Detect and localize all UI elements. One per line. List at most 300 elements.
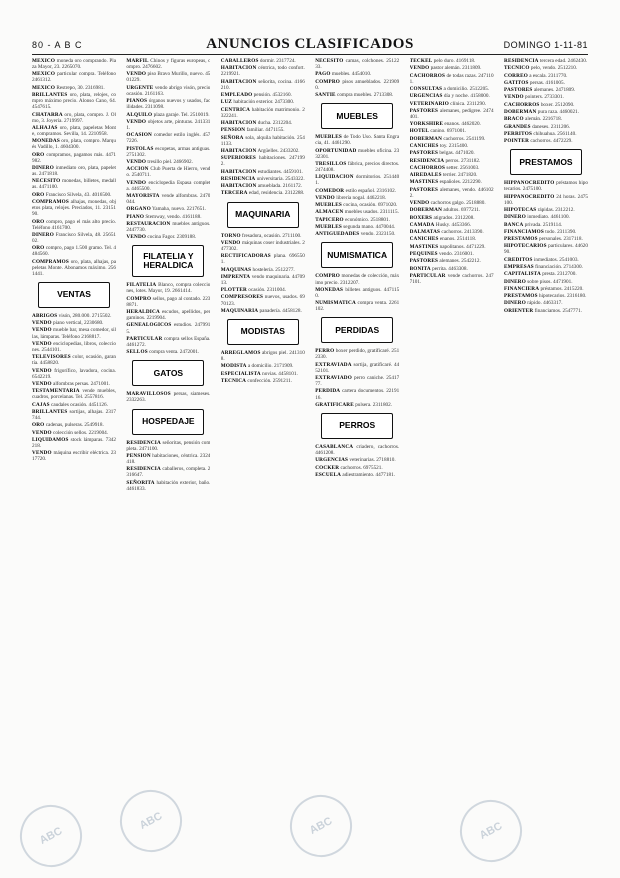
ad-text: perrita. 4463308. [432,265,468,272]
ad-keyword: MARAVILLOSOS [126,391,171,398]
ad-text: cachorros galgo. 2518880. [430,200,486,207]
classified-ad [410,108,494,120]
ad-keyword: MUEBLES [315,134,342,141]
ad-text: napolitanos. 4471229. [439,243,486,250]
classified-ad [504,279,588,285]
ad-keyword: RESTAURACION [126,220,171,227]
ad-keyword: VENDO [220,239,241,246]
ad-text: alemán. 2216718. [525,116,563,123]
classified-ad [32,320,116,326]
ad-keyword: HABITACION [220,65,257,72]
ad-text: órganos nuevos y usados, facilidades. 2311098. [126,98,211,111]
ad-text: privada. 2519114. [524,221,563,228]
ad-text: día y noche. 4158000. [443,93,490,100]
ad-keyword: VENDO [126,118,147,125]
classified-ad [315,134,399,146]
ad-text: perros. 2731182. [445,157,481,164]
ad-text: setter. 2561003. [446,164,480,171]
classified-ad [315,161,399,173]
classified-ad [504,116,588,122]
ad-keyword: COMPRO [126,295,152,302]
ad-keyword: PIANO [126,213,145,220]
ad-keyword: DALMATAS [409,229,441,236]
ad-text: vende cachorros. 2477101. [409,272,494,285]
ad-text: moneda oro comprando. Plaza Mayor, 23. 2265070. [32,58,116,71]
ad-keyword: TELEVISORES [32,354,71,361]
classified-ad [315,388,399,400]
classified-ad [32,450,116,462]
classified-ad [315,444,399,456]
classified-ad [126,180,210,192]
ad-keyword: SEÑORITA [126,479,155,486]
ad-keyword: TRESILLOS [315,160,347,167]
ad-text: criadero, cachorros. 4461208. [315,443,400,457]
ad-text: inmediatos. 2541003. [533,256,579,263]
ad-text: alemanes. 2471809. [533,87,576,94]
ad-text: personales. 2317118. [539,236,583,243]
ad-keyword: PAGO [315,71,331,78]
ad-text: boxer perdido, gratificaré. 2512330. [315,348,400,361]
classified-ad [126,234,210,240]
ad-keyword: BOXERS [409,214,433,221]
ad-text: adiestramiento. 4477181. [342,471,395,478]
classified-ad [315,457,399,463]
ad-text: nuevos, usados. 6970123. [220,294,305,307]
watermark-stamp: ABC [449,789,533,873]
ad-keyword: MUEBLES [315,224,342,231]
classified-ad [410,236,494,242]
ad-text: cachorros. 2541199. [443,135,486,142]
ad-keyword: LIQUIDAMOS [32,436,69,443]
classified-ad [410,244,494,250]
page-title: ANUNCIOS CLASIFICADOS [206,36,414,52]
ad-keyword: PENSION [220,127,246,134]
classified-ad [504,58,588,64]
ad-text: vendo maquinaria. 4470913. [220,273,305,286]
ad-text: habitación exterior, baño. 4461833. [126,479,211,492]
ad-text: colección sellos. 2219004. [53,429,109,436]
ad-keyword: CACHORROS [409,72,446,79]
ad-keyword: MASTINES [409,179,439,186]
classified-ad [504,180,588,192]
classified-ad [221,233,305,239]
ad-keyword: COMPRAMOS [32,199,69,206]
ad-text: particular compra. Teléfono 2461312. [32,71,116,84]
classified-ad [126,296,210,308]
ad-text: objetos arte, pinturas. 2413311. [126,118,211,131]
ad-text: pulsera. 2311802. [355,401,393,408]
ad-keyword: PRESTAMOS [504,236,538,243]
ad-text: muebles antiguos. 2447730. [126,220,211,233]
ad-text: toy. 2315400. [439,143,469,149]
classified-ad [221,274,305,286]
ad-keyword: SEÑORA [220,134,244,141]
ad-keyword: HABITACION [220,147,257,154]
classified-ad [410,65,494,71]
ad-text: belgas. 4471020. [439,150,475,157]
ad-keyword: MEXICO [32,71,56,78]
classified-ad [221,107,305,119]
classified-ad [410,158,494,164]
section-heading-perros: PERROS [321,413,393,439]
ad-text: cachorros. 2413390. [441,229,484,236]
classified-ad [32,409,116,421]
classified-ad [126,214,210,220]
classified-ad [504,138,588,144]
ad-keyword: CAJAS [32,401,50,408]
ad-text: de Todo Uso. Santa Engracia, 41. 4461290. [315,134,400,147]
ad-text: vende muebles, cuadros, porcelanas. Tel. 2557816. [32,388,116,401]
classified-ad [410,215,494,221]
ad-text: todo. 2311390. [545,228,577,235]
ad-keyword: CANICHES [409,143,439,149]
ad-keyword: BONITA [409,265,431,272]
ad-text: Blanco, compra colecciones, lotes. Mayor, 19. 2661414. [126,282,211,295]
classified-ad [410,93,494,99]
ad-text: frigorífico, lavadora, cocina. 6542219. [32,367,116,380]
classified-ad [410,179,494,185]
ad-keyword: TECNICO [504,65,530,72]
section-heading-modistas: MODISTAS [227,319,299,345]
ad-text: sobre pisos. 4471901. [527,278,573,285]
ad-text: muebles oficina. 2332301. [315,147,400,160]
classified-ad [221,135,305,147]
ad-text: edad, residencia. 2312288. [248,190,305,197]
ad-text: compra venta. 2472001. [149,349,200,356]
classified-ad [315,209,399,215]
ad-text: vende alfombras. 2470044. [126,192,211,206]
classified-ad [410,222,494,228]
classified-ad [504,300,588,306]
ad-text: oro, plata, papeletas Monte, compramos. Sevilla, 14. 2210958. [32,124,116,137]
classified-ad [32,71,116,83]
ad-text: pensión. 4532160. [253,92,292,99]
classified-ad [32,341,116,353]
classified-ad [504,243,588,255]
ad-keyword: TECKEL [409,58,433,64]
classified-ad [126,132,210,144]
classified-ad [504,65,588,71]
ad-text: inmediato. 4461100. [527,214,570,221]
ad-text: camas, colchones. 2512233. [315,58,400,71]
classified-ad [32,112,116,124]
ad-text: máquina escribir eléctrica. 2317720. [32,450,116,463]
ad-keyword: BRILLANTES [32,92,68,99]
ad-text: compramos, pagamos más. 4471982. [32,151,116,164]
classified-ad [410,266,494,272]
ad-text: Argüelles. 2433202. [257,147,300,154]
ad-keyword: URGENCIAS [409,93,443,100]
ad-text: atigrados. 2312208. [433,214,475,221]
section-heading-perdidas: PERDIDAS [321,317,393,343]
ad-column [32,58,116,838]
classified-ad [504,236,588,242]
classified-ad [504,308,588,314]
ad-keyword: GRANDES [504,123,531,130]
ad-keyword: PLOTTER [220,287,247,294]
classified-ad [315,148,399,160]
classified-ad [126,85,210,97]
ad-text: plana. 6965501. [220,253,305,266]
ad-keyword: RESIDENCIA [504,58,539,64]
ad-keyword: VENDO [504,94,524,101]
ad-text: tresillo piel. 2466902. [147,158,193,165]
ad-text: céntrica, todo confort. 2219921. [220,65,305,78]
classified-ad [32,58,116,70]
ad-keyword: NECESITO [32,178,61,185]
ad-text: a escala. 2311770. [529,72,568,79]
ad-keyword: TECNICA [220,377,247,384]
classified-ad [504,194,588,206]
ad-text: alfombras persas. 2471001. [53,380,111,387]
section-heading-maquinaria: MAQUINARIA [227,202,299,228]
ad-text: comedor estilo inglés. 4577226. [126,132,211,145]
section-heading-muebles: MUEBLES [321,103,393,129]
page-number: 80 - A B C [32,40,83,50]
classified-ad [504,271,588,277]
ad-keyword: HABITACION [220,183,257,190]
classified-ad [315,224,399,230]
ad-keyword: ORO [32,151,45,158]
ad-text: Yamaha, nuevo. 2217651. [152,206,207,213]
ad-keyword: PASTORES [409,150,439,157]
ad-text: fresadora, ocasión. 2711100. [242,232,302,239]
classified-ad [221,79,305,91]
classified-ad [126,453,210,465]
ad-text: enanos. 2514118. [439,236,477,243]
ad-text: compra sellos España. 4461272. [126,335,211,348]
ad-text: chihuahua. 2561140. [533,130,577,137]
classified-ad [315,92,399,98]
ad-text: universitaria. 2543322. [256,175,305,182]
ad-keyword: CACHORROS [504,101,540,108]
classified-ad [221,308,305,314]
ad-keyword: VENDO [126,158,147,165]
ad-text: fábrica, precios directos. 2474408. [315,160,400,173]
ad-column [221,58,305,838]
classified-ad [126,391,210,403]
ad-keyword: URGENCIAS [315,457,349,464]
classified-ad [221,92,305,98]
classified-ad [32,422,116,428]
classified-ad [221,363,305,369]
ad-keyword: YORKSHIRE [409,121,444,128]
classified-ad [32,430,116,436]
classified-ad [410,143,494,149]
ad-keyword: MEXICO [32,58,56,64]
ad-keyword: COMPRO [315,78,341,85]
ad-text: Francisco Silvela, 48. 2565102. [32,231,116,244]
ad-text: caudales ocasión. 4451126. [51,401,108,408]
ad-text: compro, pago 1.500 gramo. Tel. 4484560. [32,245,116,258]
ad-keyword: NUMISMATICA [315,300,356,307]
ad-text: estilo español. 2316102. [345,187,396,194]
ad-text: financiación. 2714300. [535,264,583,270]
ad-keyword: PENSION [126,452,151,459]
ad-text: alemanes, pedigree. 2474401. [409,107,494,120]
ad-text: canino. 6971001. [430,128,467,135]
ad-text: vendo abrigo visón, precio ocasión. 2161163. [126,84,211,97]
classified-ad [504,94,588,100]
classified-ad [32,388,116,400]
ad-text: alhajas, monedas, objetos plata, relojes. Preciados, 11. 2315190. [32,199,116,218]
ad-keyword: DOBERMAN [504,108,537,115]
ad-text: visón, 280.000. 2715502. [58,312,112,319]
ad-text: compro, pago el más alto precio. Teléfono 4161700. [32,218,116,231]
classified-ad [410,207,494,213]
ad-text: Husky. 4453366. [435,221,471,228]
section-heading-prestamos: PRESTAMOS [510,149,582,175]
classified-ad [504,73,588,79]
ad-keyword: BANCA [504,221,524,228]
ad-text: persas, siameses. 2332263. [126,391,211,404]
classified-ad [32,199,116,217]
ad-keyword: MAQUINAS [220,266,252,273]
classified-ad [504,109,588,115]
classified-ad [410,200,494,206]
classified-ad [221,190,305,196]
ad-text: dormir. 2317724. [259,58,296,64]
classified-ad [32,125,116,137]
ad-text: cachorros. 4472229. [530,138,573,145]
classified-ad [32,313,116,319]
page-date: DOMINGO 1-11-81 [503,40,588,50]
ad-text: muebles. 4454010. [331,71,372,78]
classified-ad [504,222,588,228]
ad-keyword: ORO [32,422,45,429]
ad-keyword: VENDO [32,327,52,334]
ad-keyword: ALHAJAS [32,124,58,131]
ad-text: vendo. 2323150. [360,231,396,238]
classified-ad [410,172,494,178]
ad-keyword: MARFIL [126,58,149,64]
ad-keyword: PERRITOS [504,130,533,137]
ad-keyword: VENDO [409,200,430,207]
ad-keyword: PASTORES [409,258,439,265]
classified-ad [126,480,210,492]
ad-keyword: COMPRO [315,273,341,280]
classified-columns [32,58,588,838]
ad-keyword: IMPRENTA [220,273,251,280]
ad-keyword: ORO [32,245,45,252]
classified-ad [126,119,210,131]
ad-keyword: SELLOS [126,349,148,356]
ad-keyword: HOTEL [409,128,430,135]
ad-column [315,58,399,838]
section-heading-gatos: GATOS [132,360,204,386]
classified-ad [410,73,494,85]
ad-text: económico. 2518801. [345,216,390,223]
classified-ad [126,159,210,165]
ad-text: abrigos piel. 2413108. [220,349,305,363]
ad-keyword: AIREDALES [409,172,442,179]
ad-text: Club Puerta de Hierro, vendo. 2540711. [126,166,211,179]
ad-text: enciclopedia Espasa completa. 4465500. [126,179,211,192]
ad-keyword: DINERO [504,214,526,221]
classified-ad [221,169,305,175]
ad-keyword: VENDO [126,179,147,186]
ad-keyword: NECESITO [315,58,344,64]
ad-text: alemanes. 2542212. [439,258,481,265]
ad-keyword: BRILLANTES [32,408,68,415]
classified-ad [221,120,305,126]
classified-ad [32,354,116,366]
ad-text: stock lámparas. 7342218. [32,436,116,449]
ad-text: cocina, ocasión. 6971020. [343,202,398,209]
ad-keyword: HIPOTECARIOS [504,243,547,250]
classified-ad [32,381,116,387]
ad-keyword: CANICHES [409,236,439,243]
ad-text: compra venta. 2261102. [315,300,400,313]
ad-text: color, ocasión, garantía. 4458820. [32,354,116,367]
ad-text: oro, plata, relojes, compro máximo precio. Alonso Cano, 64. 4547615. [32,92,116,111]
ad-keyword: CORREO [504,72,528,79]
ad-keyword: HIPPANOCREDITO [504,193,555,200]
ad-text: a domicilio. 2171909. [247,363,294,370]
classified-ad [221,58,305,64]
ad-keyword: PARTICULAR [126,335,163,342]
ad-text: sortijas, alhajas. 2317744. [32,408,116,421]
classified-ad [221,99,305,105]
ad-keyword: VENDO [32,320,52,327]
classified-ad [221,155,305,167]
ad-keyword: OCASION [126,132,153,139]
ad-text: máquinas coser industriales. 2477302. [220,239,305,252]
ad-text: Restrepo, 30. 2316981. [56,84,105,91]
ad-keyword: VENDO [32,429,52,436]
ad-text: rápido. 4463317. [527,300,563,307]
classified-ad [32,192,116,198]
ad-text: segunda mano. 4470044. [343,224,396,231]
ad-keyword: ORO [32,218,45,225]
ad-keyword: RESIDENCIA [126,466,161,473]
classified-ad [221,176,305,182]
ad-keyword: MAQUINARIA [220,307,259,314]
ad-text: amueblada. 2161172. [257,183,303,190]
ad-keyword: PRESTAMOS [504,293,538,300]
ad-keyword: PEQUINES [409,251,438,258]
ad-text: tercera edad. 2462430. [539,58,588,64]
section-heading-ventas: VENTAS [38,282,110,308]
ad-text: españoles. 2212290. [439,179,482,186]
classified-ad [221,240,305,252]
ad-keyword: COMEDOR [315,187,345,194]
ad-keyword: GENEALOGICOS [126,322,172,329]
classified-ad [410,251,494,257]
classified-ad [315,472,399,478]
classified-ad [126,322,210,334]
classified-ad [315,174,399,186]
ad-keyword: DOBERMAN [409,135,443,142]
ad-text: habitaciones. 2471992. [220,155,305,168]
classified-ad [221,253,305,265]
ad-text: sola, alquila habitación. 2541133. [220,134,305,147]
ad-keyword: HABITACION [220,168,257,175]
classified-ad [126,193,210,205]
ad-text: sortija, gratificaré. 4452101. [315,361,400,374]
ad-text: escopetas, armas antiguas. 2751302. [126,145,211,158]
ad-text: confección. 2591211. [247,377,293,384]
classified-ad [410,121,494,127]
ad-text: terrier. 2471820. [442,172,478,179]
ad-text: adultos. 6977211. [443,207,481,214]
classified-ad [221,294,305,306]
classified-ad [126,282,210,294]
ad-keyword: EMPLEADO [220,92,253,99]
ad-keyword: RESIDENCIA [409,157,445,164]
classified-ad [32,85,116,91]
ad-keyword: DINERO [32,231,54,238]
